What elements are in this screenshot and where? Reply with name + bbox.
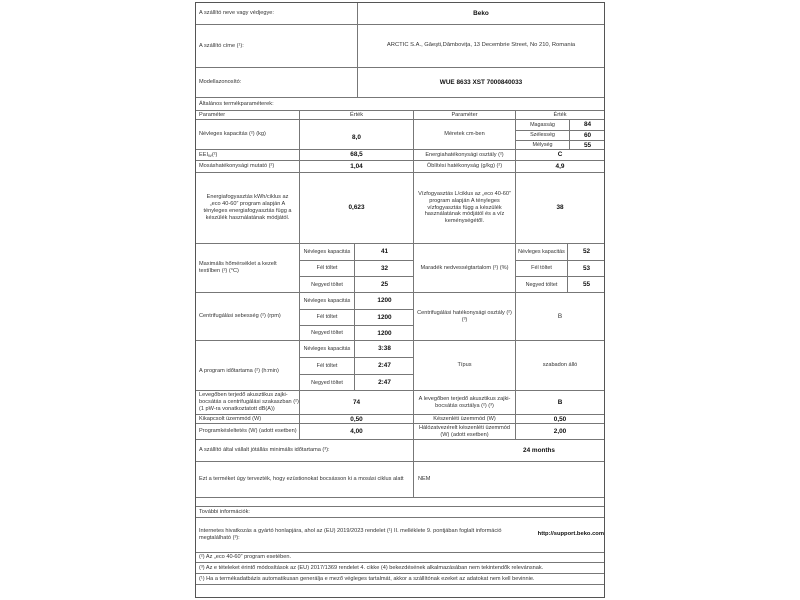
duration-row: [196, 341, 604, 391]
duration-values: [299, 341, 413, 390]
off-mode-value: 0,50: [299, 415, 413, 423]
footnote-database: (¹) Ha a termékadatbázis automatikusan generálja e mező végleges tartalmát, akkor a szállítónak ezeket az adatokat nem kell bevinnie.: [199, 575, 535, 582]
temperature-row: [196, 244, 604, 293]
general-title-row: [196, 98, 604, 111]
product-information-sheet: [195, 2, 605, 598]
noise-label: Levegőben terjedő akusztikus zajki-bocsátás a centrifugálási szakaszban (²) (1 pW-ra vonatkoztatott dB(A)): [199, 392, 299, 412]
general-title: Általános termékparaméterek:: [199, 100, 274, 107]
energy-class-label: Energiahatékonysági osztály (²): [413, 150, 515, 160]
energy-consumption-label: Energiafogyasztás kWh/ciklus az „eco 40-60” program alapján A tényleges energiafogyasztás függ a készülék használatának módjától.: [203, 194, 292, 221]
supplier-name-value: Beko: [357, 3, 604, 24]
max-temp-quarter: Negyed töltet 25: [300, 276, 413, 293]
wash-index-row: [196, 161, 604, 173]
noise-row: [196, 391, 604, 415]
noise-value: 74: [299, 391, 413, 414]
dimension-height: Magasság 84: [516, 120, 604, 130]
moisture-label: Maradék nedvességtartalom (²) (%): [413, 244, 515, 292]
capacity-label: Névleges kapacitás (²) (kg): [199, 131, 266, 137]
wash-index-value: 1,04: [299, 161, 413, 172]
silver-ions-label: Ezt a terméket úgy tervezték, hogy ezüstionokat bocsásson ki a mosási ciklus alatt: [199, 476, 404, 482]
moisture-quarter: Negyed töltet 55: [516, 276, 604, 293]
energy-consumption-value: 0,623: [299, 173, 413, 243]
water-consumption-value: 38: [515, 173, 604, 243]
footnote-regulation: (³) Az e tételeket érintő módosítások az (EU) 2017/1369 rendelet 4. cikke (4) bekezdésének alkalmazásában nem tekintendők relevánsnak.: [199, 564, 544, 571]
max-temp-values: [299, 244, 413, 292]
support-link-label: Internetes hivatkozás a gyártó honlapjára, ahol az (EU) 2019/2023 rendelet (¹) II. melléklete 9. pontjában foglalt információ megtalálható (³):: [199, 528, 502, 541]
spin-class-value: B: [515, 293, 604, 340]
duration-quarter: Negyed töltet 2:47: [300, 374, 413, 391]
model-label: Modellazonosító:: [199, 79, 242, 85]
warranty-value: 24 months: [413, 440, 604, 461]
supplier-address-value: ARCTIC S.A., Găeşti,Dâmboviţa, 13 Decembrie Street, No 210, Romania: [357, 25, 604, 67]
capacity-value: 8,0: [299, 120, 413, 149]
table-header-row: [196, 111, 604, 120]
off-mode-label: Kikapcsolt üzemmód (W): [199, 415, 262, 422]
wash-index-label: Mosáshatékonysági mutató (²): [199, 163, 275, 169]
delay-label: Programkésleltetés (W) (adott esetben): [199, 428, 297, 434]
max-temp-half: Fél töltet 32: [300, 260, 413, 276]
delay-row: [196, 424, 604, 440]
spin-speed-rated: Névleges kapacitás 1200: [300, 293, 413, 309]
silver-ions-value: NEM: [413, 462, 604, 497]
spin-speed-values: [299, 293, 413, 340]
spin-class-label: Centrifugálási hatékonysági osztály (²) (³): [413, 293, 515, 340]
footnote-row: [196, 553, 604, 563]
supplier-name-label: A szállító neve vagy védjegye:: [199, 10, 274, 16]
network-standby-value: 2,00: [515, 424, 604, 439]
dimensions-values: [515, 120, 604, 149]
dimension-depth: Mélység 55: [516, 140, 604, 150]
dimension-width: Szélesség 60: [516, 130, 604, 140]
spin-speed-quarter: Negyed töltet 1200: [300, 325, 413, 341]
header-value-2: Érték: [515, 111, 604, 119]
water-consumption-label: Vízfogyasztás L/ciklus az „eco 40-60” program alapján A tényleges vízfogyasztás függ a készülék használatának módjától és a víz keménységétől.: [413, 173, 515, 243]
footnote-row: [196, 563, 604, 574]
moisture-values: [515, 244, 604, 292]
capacity-row: [196, 120, 604, 150]
footnote-row: [196, 574, 604, 585]
duration-half: Fél töltet 2:47: [300, 357, 413, 374]
model-value: WUE 8633 XST 7000840033: [357, 68, 604, 97]
warranty-label: A szállító által vállalt jótállás minimális időtartama (³):: [199, 447, 330, 453]
max-temp-label: Maximális hőmérséklet a kezelt textílben (²) (°C): [199, 261, 277, 274]
spin-speed-label: Centrifugálási sebesség (²) (rpm): [199, 313, 281, 319]
standby-label: Készenléti üzemmód (W): [413, 415, 515, 423]
warranty-row: [196, 440, 604, 462]
supplier-name-row: [196, 3, 604, 25]
eei-value: 68,5: [299, 150, 413, 160]
moisture-rated: Névleges kapacitás 52: [516, 244, 604, 260]
rinse-label: Öblítési hatékonyság (g/kg) (²): [413, 161, 515, 172]
noise-class-label: A levegőben terjedő akusztikus zajki-bocsátás osztálya (²) (³): [413, 391, 515, 414]
standby-value: 0,50: [515, 415, 604, 423]
header-parameter-2: Paraméter: [413, 111, 515, 119]
additional-title: További információk:: [199, 508, 250, 515]
supplier-address-row: [196, 25, 604, 68]
type-label: Típus: [413, 341, 515, 390]
max-temp-rated: Névleges kapacitás 41: [300, 244, 413, 260]
energy-class-value: C: [515, 150, 604, 160]
type-value: szabadon álló: [515, 341, 604, 390]
rinse-value: 4,9: [515, 161, 604, 172]
duration-label: A program időtartama (²) (h:min): [199, 368, 279, 374]
spin-speed-half: Fél töltet 1200: [300, 309, 413, 325]
consumption-row: [196, 173, 604, 244]
network-standby-label: Hálózatvezérelt készenléti üzemmód (W) (adott esetben): [413, 424, 515, 439]
off-mode-row: [196, 415, 604, 424]
eei-row: [196, 150, 604, 161]
support-link-line: [196, 518, 604, 552]
delay-value: 4,00: [299, 424, 413, 439]
blank-final-row: [196, 585, 604, 597]
support-link-row: [196, 518, 604, 553]
moisture-half: Fél töltet 53: [516, 260, 604, 276]
support-link[interactable]: http://support.beko.com: [537, 531, 604, 538]
silver-ions-row: [196, 462, 604, 498]
duration-rated: Névleges kapacitás 3:38: [300, 341, 413, 357]
noise-class-value: B: [515, 391, 604, 414]
header-parameter-1: Paraméter: [199, 111, 226, 118]
eei-label: EEI W (²): [199, 151, 218, 158]
footnote-eco: (²) Az „eco 40-60” program esetében.: [199, 554, 292, 560]
dimensions-label: Méretek cm-ben: [413, 120, 515, 149]
additional-title-row: [196, 507, 604, 518]
header-value-1: Érték: [299, 111, 413, 119]
spin-row: [196, 293, 604, 341]
supplier-address-label: A szállító címe (¹):: [199, 42, 244, 49]
spacer-row: [196, 498, 604, 507]
model-row: [196, 68, 604, 98]
